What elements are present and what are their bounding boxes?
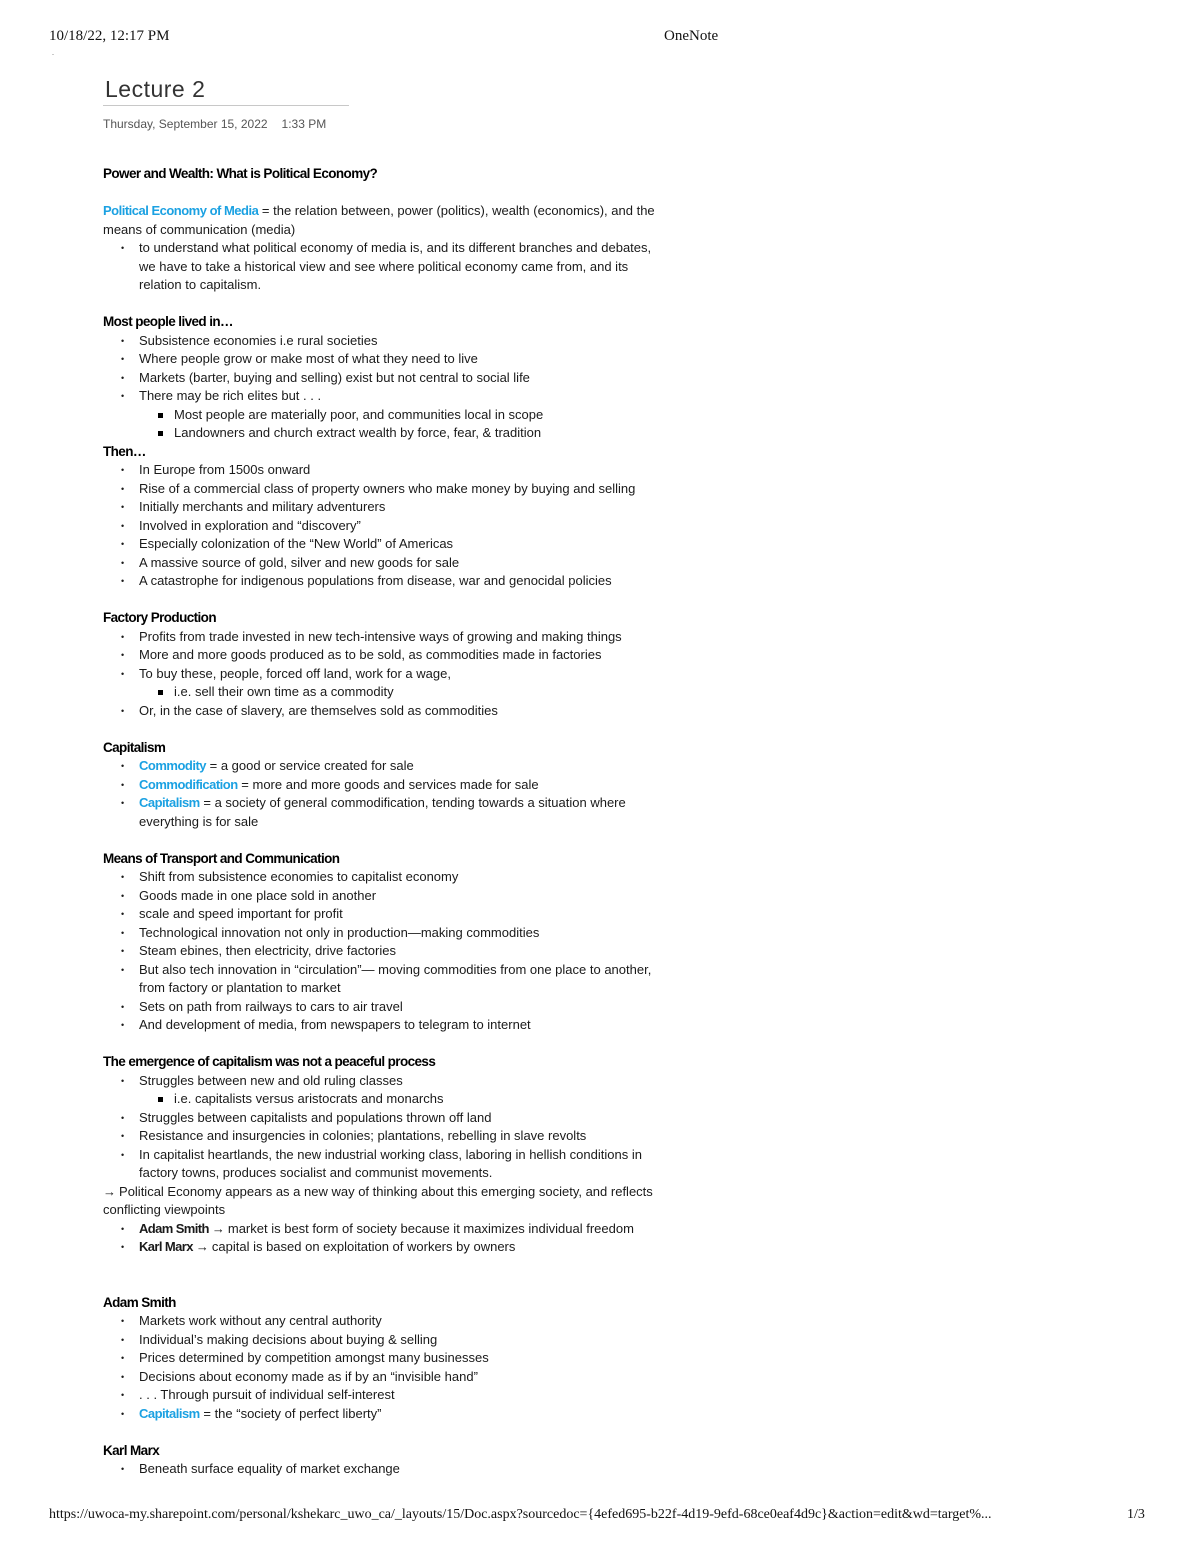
list-item: • Steam ebines, then electricity, drive factories <box>103 942 743 961</box>
bullet-list <box>103 757 743 831</box>
bullet-list <box>103 239 743 295</box>
title-divider <box>103 105 349 106</box>
page-time: 1:33 PM <box>281 117 327 131</box>
print-footer <box>0 1507 1200 1531</box>
list-item: • There may be rich elites but . . . <box>103 387 743 406</box>
bullet-list <box>103 1220 743 1257</box>
paragraph <box>103 202 743 221</box>
bullet-list <box>103 461 743 591</box>
paragraph: means of communication (media) <box>103 221 296 237</box>
list-item: • Capitalism = the “society of perfect liberty” <box>103 1405 743 1424</box>
list-item: • Struggles between new and old ruling classes <box>103 1072 743 1091</box>
list-item: • scale and speed important for profit <box>103 905 743 924</box>
bullet-list <box>103 1312 743 1423</box>
print-header-dot: . <box>52 48 54 57</box>
page-date: Thursday, September 15, 2022 <box>103 117 268 131</box>
list-item: • Sets on path from railways to cars to air travel <box>103 998 743 1017</box>
bold-name: Karl Marx → <box>139 1239 209 1254</box>
list-item: • Commodity = a good or service created for sale <box>103 757 743 776</box>
list-item: • Capitalism = a society of general commodification, tending towards a situation where everything is for sale <box>103 794 743 831</box>
paragraph: conflicting viewpoints <box>103 1202 226 1217</box>
bullet-list <box>103 628 743 721</box>
bullet-list <box>103 1072 743 1183</box>
list-item: • Shift from subsistence economies to capitalist economy <box>103 868 743 887</box>
list-item: • In capitalist heartlands, the new industrial working class, laboring in hellish conditions in factory towns, produces socialist and communist movements. <box>103 1146 743 1183</box>
print-header <box>0 28 1200 57</box>
sub-list-item: i.e. capitalists versus aristocrats and monarchs <box>103 1090 743 1109</box>
list-item: • Technological innovation not only in production—making commodities <box>103 924 743 943</box>
note-content[interactable] <box>103 165 743 1479</box>
section-heading: Capitalism <box>103 739 166 755</box>
page-number: 1/3 <box>1127 1507 1145 1522</box>
list-item: • Markets work without any central authority <box>103 1312 743 1331</box>
list-item: • Goods made in one place sold in another <box>103 887 743 906</box>
list-item: • Beneath surface equality of market exchange <box>103 1460 743 1479</box>
key-term: Political Economy of Media <box>103 203 259 218</box>
list-item: • Commodification = more and more goods and services made for sale <box>103 776 743 795</box>
section-heading: Power and Wealth: What is Political Economy? <box>103 166 378 181</box>
bullet-list <box>103 868 743 1035</box>
list-item: • Karl Marx → capital is based on exploitation of workers by owners <box>103 1238 743 1257</box>
section-heading: Adam Smith <box>103 1294 176 1310</box>
bullet-list <box>103 1460 743 1479</box>
list-item: • Struggles between capitalists and populations thrown off land <box>103 1109 743 1128</box>
note-page <box>103 74 743 1479</box>
page-date-time <box>103 115 743 133</box>
list-item: • Or, in the case of slavery, are themselves sold as commodities <box>103 702 743 721</box>
list-item: • Rise of a commercial class of property owners who make money by buying and selling <box>103 480 743 499</box>
list-item: • Where people grow or make most of what they need to live <box>103 350 743 369</box>
list-item: • . . . Through pursuit of individual self-interest <box>103 1386 743 1405</box>
print-datetime: 10/18/22, 12:17 PM <box>49 28 170 44</box>
key-term: Commodification <box>139 776 238 792</box>
key-term: Capitalism <box>139 1405 200 1421</box>
section-heading: Means of Transport and Communication <box>103 850 340 866</box>
section-heading: Most people lived in… <box>103 314 233 329</box>
sub-list-item: Most people are materially poor, and communities local in scope <box>103 406 743 425</box>
page-url: https://uwoca-my.sharepoint.com/personal/kshekarc_uwo_ca/_layouts/15/Doc.aspx?sourcedoc={4efed695-b22f-4d19-9efd-68ce0eaf4d9c}&action=edit&wd=target%... <box>49 1507 992 1522</box>
list-item: • Individual’s making decisions about buying & selling <box>103 1331 743 1350</box>
list-item: • A catastrophe for indigenous populations from disease, war and genocidal policies <box>103 572 743 591</box>
list-item: • More and more goods produced as to be sold, as commodities made in factories <box>103 646 743 665</box>
list-item: • Subsistence economies i.e rural societies <box>103 332 743 351</box>
section-heading: Then… <box>103 443 146 459</box>
section-heading: Factory Production <box>103 610 216 625</box>
list-item: • to understand what political economy of media is, and its different branches and debates, we have to take a historical view and see where political economy came from, and its relation to capitalism. <box>103 239 743 295</box>
list-item: • A massive source of gold, silver and new goods for sale <box>103 554 743 573</box>
page-title[interactable]: Lecture 2 <box>105 76 206 102</box>
list-item: • Prices determined by competition amongst many businesses <box>103 1349 743 1368</box>
list-item: • But also tech innovation in “circulation”— moving commodities from one place to another, from factory or plantation to market <box>103 961 743 998</box>
sub-list-item: Landowners and church extract wealth by force, fear, & tradition <box>103 424 743 443</box>
bold-name: Adam Smith → <box>139 1220 225 1236</box>
list-item: • Resistance and insurgencies in colonies; plantations, rebelling in slave revolts <box>103 1127 743 1146</box>
list-item: • Profits from trade invested in new tech-intensive ways of growing and making things <box>103 628 743 647</box>
section-heading: Karl Marx <box>103 1442 160 1458</box>
definition-text: = the relation between, power (politics), wealth (economics), and the <box>258 203 655 218</box>
arrow-icon: → <box>103 1183 116 1199</box>
list-item: • Adam Smith → market is best form of society because it maximizes individual freedom <box>103 1220 743 1239</box>
sub-list-item: i.e. sell their own time as a commodity <box>103 683 743 702</box>
key-term: Capitalism <box>139 795 200 810</box>
key-term: Commodity <box>139 758 206 773</box>
list-item: • To buy these, people, forced off land, work for a wage, <box>103 665 743 684</box>
list-item: • Initially merchants and military adventurers <box>103 498 743 517</box>
paragraph: → Political Economy appears as a new way of thinking about this emerging society, and reflects <box>103 1183 653 1199</box>
list-item: • In Europe from 1500s onward <box>103 461 743 480</box>
list-item: • Involved in exploration and “discovery” <box>103 517 743 536</box>
section-heading: The emergence of capitalism was not a peaceful process <box>103 1054 436 1069</box>
list-item: • Especially colonization of the “New World” of Americas <box>103 535 743 554</box>
list-item: • Markets (barter, buying and selling) exist but not central to social life <box>103 369 743 388</box>
list-item: • Decisions about economy made as if by an “invisible hand” <box>103 1368 743 1387</box>
print-app-name: OneNote <box>664 28 719 44</box>
bullet-list <box>103 332 743 443</box>
list-item: • And development of media, from newspapers to telegram to internet <box>103 1016 743 1035</box>
